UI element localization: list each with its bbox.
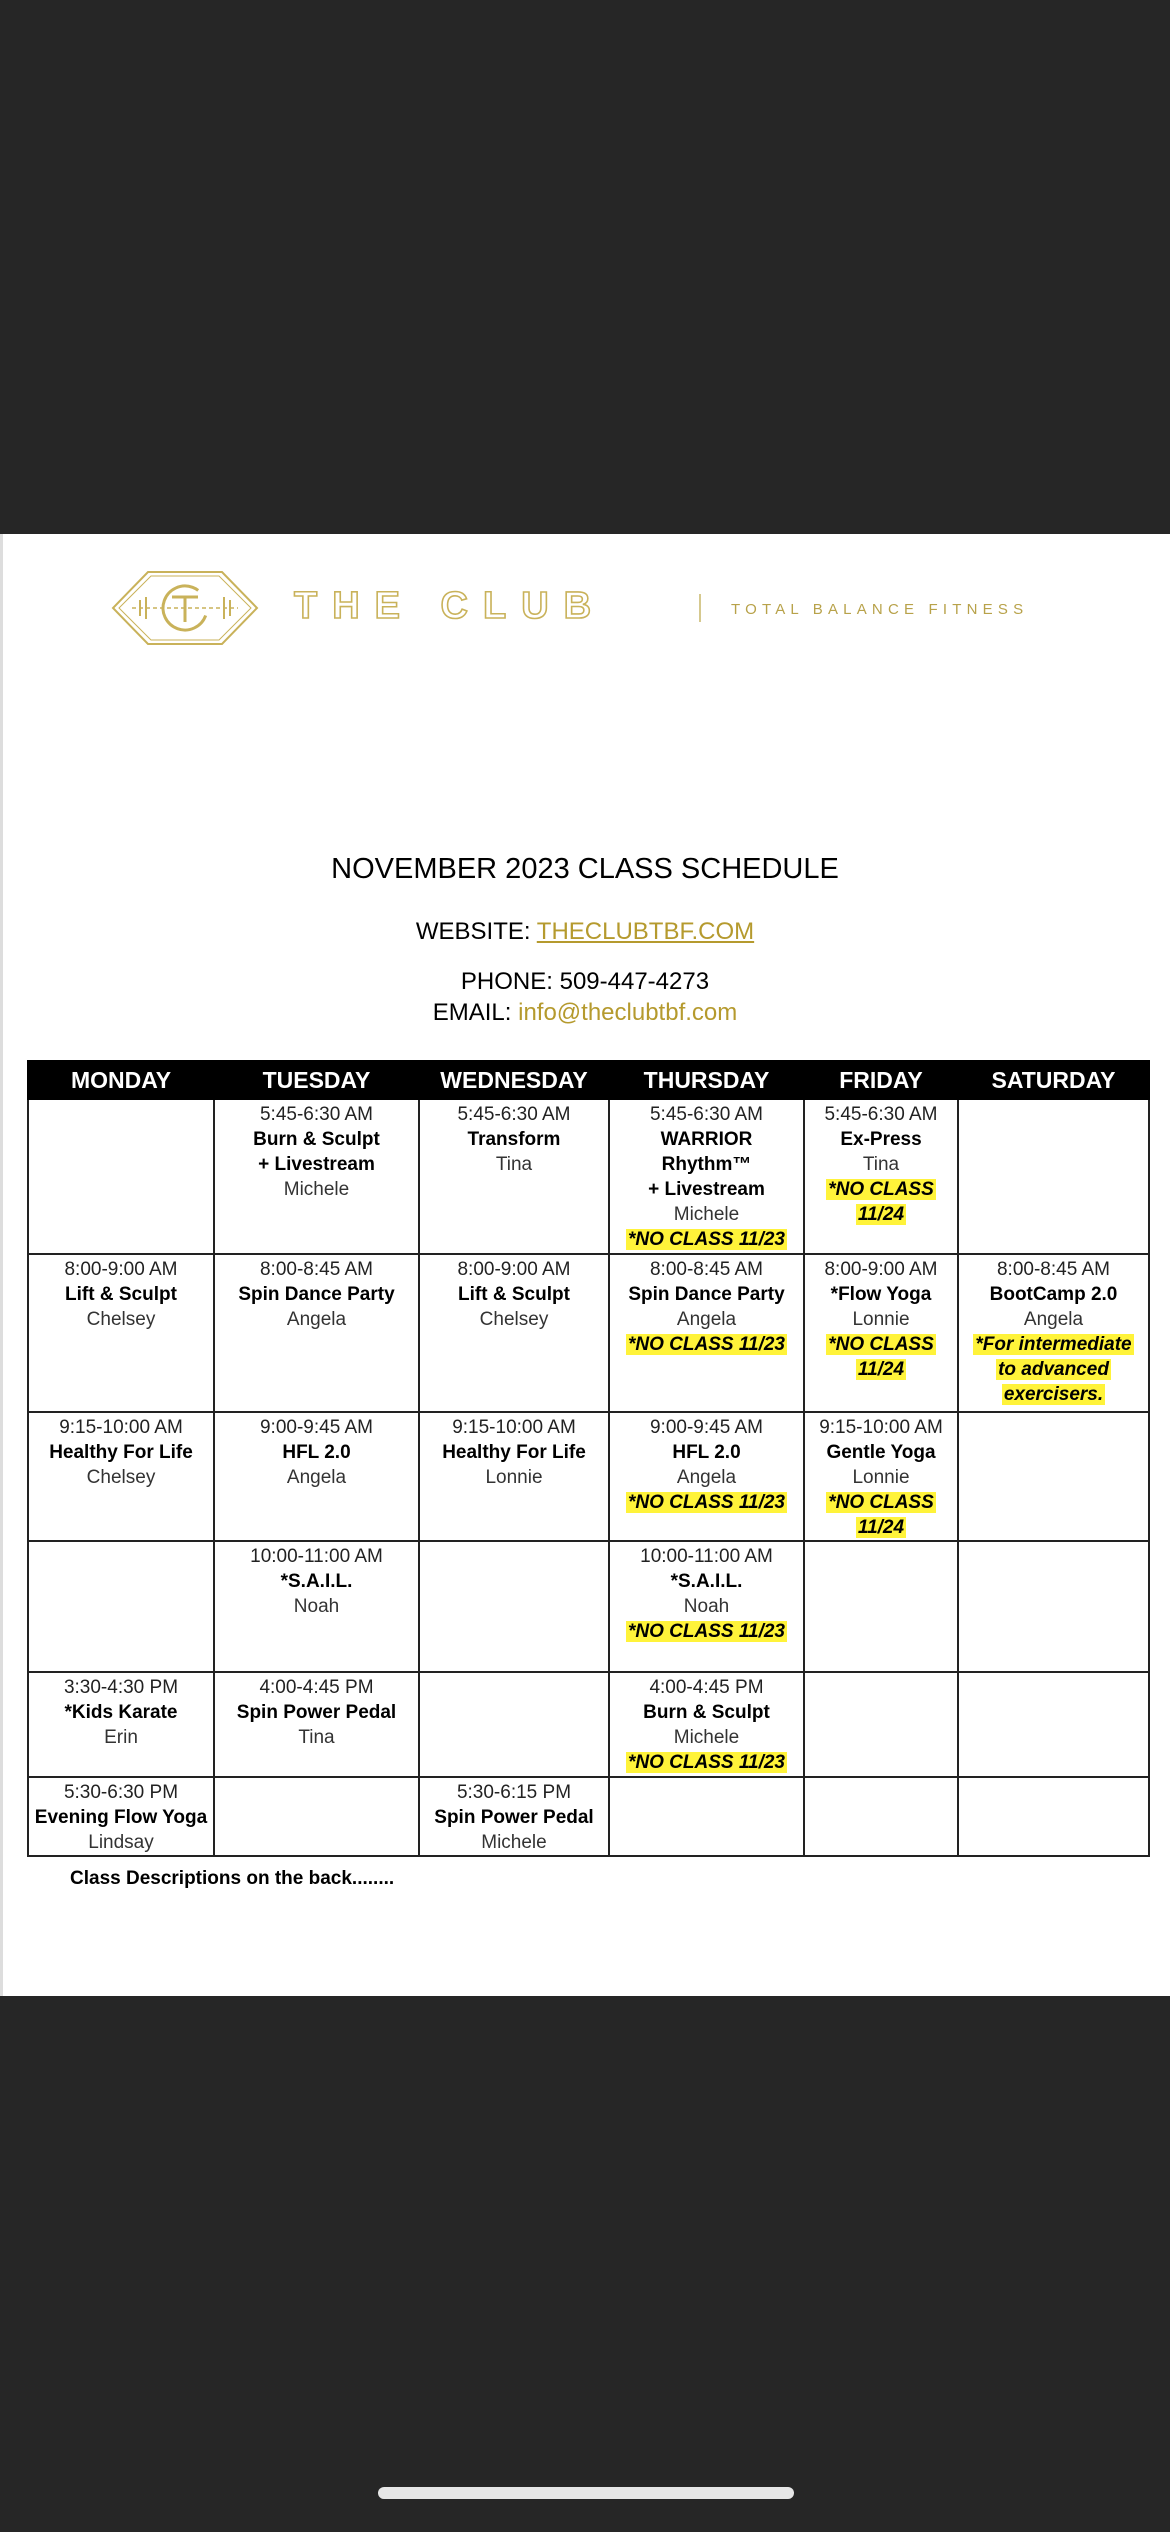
- class-name: Gentle Yoga: [826, 1442, 936, 1463]
- schedule-cell-tuesday: [214, 1099, 419, 1254]
- instructor-name: Tina: [495, 1154, 533, 1175]
- class-note: [805, 1177, 957, 1202]
- class-note: [805, 1332, 957, 1357]
- highlighted-note: *NO CLASS 11/23: [628, 1752, 785, 1773]
- highlighted-note: *NO CLASS: [828, 1179, 934, 1200]
- instructor-name: Tina: [862, 1154, 900, 1175]
- instructor-name: Angela: [286, 1467, 347, 1488]
- email-label: EMAIL:: [432, 999, 519, 1026]
- class-time: 5:30-6:15 PM: [456, 1782, 572, 1803]
- class-time: 10:00-11:00 AM: [640, 1546, 773, 1567]
- website-link[interactable]: THECLUBTBF.COM: [536, 918, 755, 945]
- class-name: + Livestream: [258, 1154, 375, 1175]
- instructor-name: Angela: [676, 1309, 737, 1330]
- class-time: 4:00-4:45 PM: [259, 1677, 374, 1698]
- class-note: [959, 1357, 1148, 1382]
- highlighted-note: to advanced: [998, 1359, 1109, 1380]
- class-name: Spin Power Pedal: [236, 1702, 397, 1723]
- schedule-cell-tuesday: [214, 1672, 419, 1777]
- class-name: *S.A.I.L.: [670, 1571, 743, 1592]
- schedule-cell-friday: [804, 1412, 958, 1541]
- class-time: 3:30-4:30 PM: [63, 1677, 179, 1698]
- highlighted-note: *NO CLASS: [828, 1334, 934, 1355]
- day-header-friday: FRIDAY: [804, 1061, 958, 1099]
- class-time: 8:00-8:45 AM: [649, 1259, 764, 1280]
- schedule-cell-wednesday: [419, 1672, 609, 1777]
- schedule-cell-saturday: [958, 1777, 1149, 1856]
- class-time: 5:45-6:30 AM: [824, 1104, 938, 1125]
- class-time: 9:15-10:00 AM: [59, 1417, 183, 1438]
- highlighted-note: *NO CLASS: [828, 1492, 934, 1513]
- class-name: Rhythm™: [661, 1154, 752, 1175]
- class-name: Spin Power Pedal: [434, 1807, 594, 1828]
- schedule-cell-tuesday: [214, 1777, 419, 1856]
- schedule-cell-monday: [28, 1412, 214, 1541]
- schedule-cell-monday: [28, 1099, 214, 1254]
- instructor-name: Michele: [283, 1179, 350, 1200]
- schedule-cell-friday: [804, 1777, 958, 1856]
- schedule-row: [28, 1412, 1149, 1541]
- highlighted-note: *NO CLASS 11/23: [628, 1621, 785, 1642]
- class-name: Evening Flow Yoga: [34, 1807, 208, 1828]
- instructor-name: Lonnie: [852, 1467, 910, 1488]
- schedule-cell-thursday: [609, 1412, 804, 1541]
- class-note: [610, 1332, 803, 1357]
- schedule-cell-monday: [28, 1777, 214, 1856]
- schedule-table: [27, 1060, 1150, 1857]
- class-time: 5:30-6:30 PM: [63, 1782, 179, 1803]
- instructor-name: Noah: [683, 1596, 730, 1617]
- instructor-name: Michele: [673, 1204, 740, 1225]
- class-time: 9:00-9:45 AM: [259, 1417, 374, 1438]
- schedule-row: [28, 1672, 1149, 1777]
- class-descriptions-note: Class Descriptions on the back........: [70, 1868, 395, 1889]
- instructor-name: Chelsey: [479, 1309, 549, 1330]
- instructor-name: Michele: [481, 1832, 547, 1853]
- schedule-cell-friday: [804, 1254, 958, 1412]
- schedule-cell-wednesday: [419, 1777, 609, 1856]
- schedule-cell-monday: [28, 1254, 214, 1412]
- class-name: Healthy For Life: [49, 1442, 193, 1463]
- schedule-cell-monday: [28, 1541, 214, 1672]
- schedule-cell-wednesday: [419, 1099, 609, 1254]
- phone-line: PHONE: 509-447-4273: [460, 968, 710, 995]
- class-time: 5:45-6:30 AM: [457, 1104, 571, 1125]
- class-name: Lift & Sculpt: [65, 1284, 177, 1305]
- schedule-cell-wednesday: [419, 1541, 609, 1672]
- instructor-name: Chelsey: [86, 1309, 156, 1330]
- class-note: [610, 1227, 803, 1252]
- schedule-row: [28, 1099, 1149, 1254]
- class-name: *S.A.I.L.: [280, 1571, 353, 1592]
- club-logo-icon: [110, 570, 260, 646]
- day-header-monday: MONDAY: [28, 1061, 214, 1099]
- instructor-name: Lonnie: [852, 1309, 910, 1330]
- day-header-saturday: SATURDAY: [958, 1061, 1149, 1099]
- class-name: Lift & Sculpt: [458, 1284, 570, 1305]
- class-note: [805, 1490, 957, 1515]
- class-name: HFL 2.0: [282, 1442, 351, 1463]
- website-label: WEBSITE:: [415, 918, 537, 945]
- home-indicator[interactable]: [378, 2487, 794, 2499]
- class-note: [805, 1202, 957, 1227]
- class-note: [805, 1515, 957, 1540]
- schedule-cell-thursday: [609, 1099, 804, 1254]
- instructor-name: Angela: [286, 1309, 347, 1330]
- email-line: [0, 999, 1170, 1027]
- class-name: WARRIOR: [660, 1129, 753, 1150]
- class-time: 8:00-9:00 AM: [64, 1259, 178, 1280]
- instructor-name: Michele: [673, 1727, 740, 1748]
- day-header-tuesday: TUESDAY: [214, 1061, 419, 1099]
- schedule-cell-saturday: [958, 1254, 1149, 1412]
- schedule-cell-friday: [804, 1099, 958, 1254]
- schedule-cell-friday: [804, 1672, 958, 1777]
- class-time: 8:00-9:00 AM: [824, 1259, 938, 1280]
- schedule-cell-thursday: [609, 1254, 804, 1412]
- class-time: 5:45-6:30 AM: [259, 1104, 374, 1125]
- class-name: Ex-Press: [840, 1129, 922, 1150]
- brand-name: THE CLUB: [294, 585, 607, 627]
- highlighted-note: 11/24: [857, 1359, 905, 1380]
- class-note: [959, 1332, 1148, 1357]
- class-time: 8:00-8:45 AM: [259, 1259, 374, 1280]
- schedule-cell-wednesday: [419, 1412, 609, 1541]
- class-name: Healthy For Life: [442, 1442, 586, 1463]
- class-name: BootCamp 2.0: [989, 1284, 1118, 1305]
- schedule-cell-thursday: [609, 1672, 804, 1777]
- instructor-name: Lonnie: [485, 1467, 543, 1488]
- schedule-cell-saturday: [958, 1541, 1149, 1672]
- schedule-cell-saturday: [958, 1099, 1149, 1254]
- class-time: 8:00-8:45 AM: [996, 1259, 1111, 1280]
- class-note: [610, 1750, 803, 1775]
- page-title: NOVEMBER 2023 CLASS SCHEDULE: [331, 853, 839, 885]
- schedule-cell-tuesday: [214, 1541, 419, 1672]
- instructor-name: Chelsey: [86, 1467, 156, 1488]
- class-name: Burn & Sculpt: [643, 1702, 770, 1723]
- instructor-name: Noah: [293, 1596, 340, 1617]
- schedule-cell-wednesday: [419, 1254, 609, 1412]
- schedule-cell-monday: [28, 1672, 214, 1777]
- class-name: Spin Dance Party: [628, 1284, 785, 1305]
- schedule-row: [28, 1777, 1149, 1856]
- schedule-cell-thursday: [609, 1541, 804, 1672]
- class-note: [959, 1382, 1148, 1407]
- class-name: HFL 2.0: [672, 1442, 741, 1463]
- highlighted-note: 11/24: [857, 1517, 905, 1538]
- class-time: 10:00-11:00 AM: [250, 1546, 383, 1567]
- class-name: + Livestream: [648, 1179, 765, 1200]
- class-name: Spin Dance Party: [238, 1284, 395, 1305]
- class-time: 4:00-4:45 PM: [649, 1677, 764, 1698]
- schedule-row: [28, 1541, 1149, 1672]
- schedule-cell-tuesday: [214, 1254, 419, 1412]
- header-divider: [699, 594, 701, 622]
- instructor-name: Erin: [104, 1727, 138, 1748]
- highlighted-note: *NO CLASS 11/23: [628, 1334, 785, 1355]
- class-note: [610, 1619, 803, 1644]
- class-name: *Flow Yoga: [830, 1284, 932, 1305]
- instructor-name: Lindsay: [88, 1832, 154, 1853]
- class-name: *Kids Karate: [64, 1702, 178, 1723]
- website-line: [0, 918, 1170, 946]
- email-link[interactable]: info@theclubtbf.com: [518, 999, 738, 1026]
- highlighted-note: *NO CLASS 11/23: [628, 1492, 785, 1513]
- schedule-cell-thursday: [609, 1777, 804, 1856]
- class-time: 8:00-9:00 AM: [457, 1259, 571, 1280]
- highlighted-note: 11/24: [857, 1204, 905, 1225]
- class-time: 9:00-9:45 AM: [649, 1417, 764, 1438]
- class-note: [610, 1490, 803, 1515]
- day-header-row: [28, 1061, 1149, 1099]
- schedule-cell-friday: [804, 1541, 958, 1672]
- class-note: [805, 1357, 957, 1382]
- brand-tagline: TOTAL BALANCE FITNESS: [731, 601, 1029, 618]
- schedule-cell-saturday: [958, 1412, 1149, 1541]
- day-header-thursday: THURSDAY: [609, 1061, 804, 1099]
- class-name: Transform: [467, 1129, 561, 1150]
- instructor-name: Angela: [676, 1467, 737, 1488]
- instructor-name: Angela: [1023, 1309, 1084, 1330]
- highlighted-note: *NO CLASS 11/23: [628, 1229, 785, 1250]
- class-time: 9:15-10:00 AM: [452, 1417, 576, 1438]
- day-header-wednesday: WEDNESDAY: [419, 1061, 609, 1099]
- class-name: Burn & Sculpt: [253, 1129, 380, 1150]
- schedule-cell-saturday: [958, 1672, 1149, 1777]
- schedule-cell-tuesday: [214, 1412, 419, 1541]
- instructor-name: Tina: [298, 1727, 335, 1748]
- highlighted-note: exercisers.: [1003, 1384, 1104, 1405]
- class-time: 5:45-6:30 AM: [649, 1104, 764, 1125]
- highlighted-note: *For intermediate: [975, 1334, 1132, 1355]
- schedule-row: [28, 1254, 1149, 1412]
- class-time: 9:15-10:00 AM: [819, 1417, 943, 1438]
